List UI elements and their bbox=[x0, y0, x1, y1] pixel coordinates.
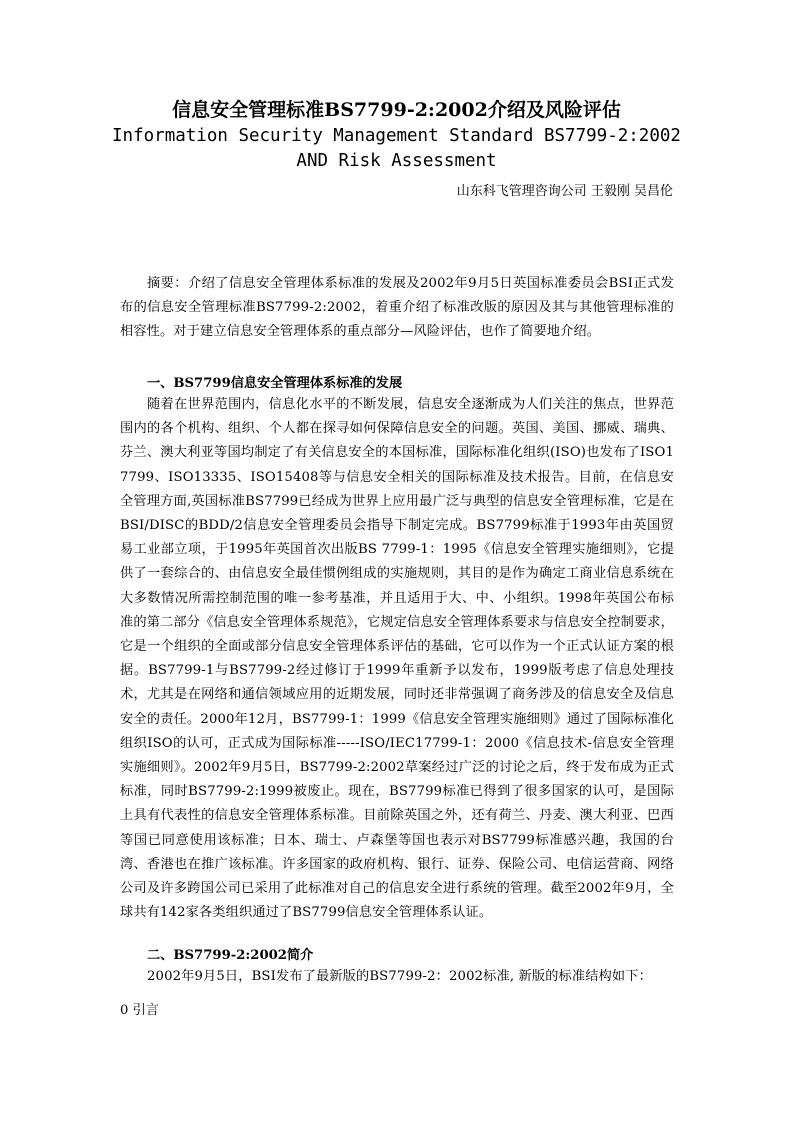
section2-body: 2002年9月5日，BSI发布了最新版的BS7799-2：2002标准, 新版的标准结构如下： bbox=[147, 969, 652, 984]
authors-line: 山东科飞管理咨询公司 王毅刚 吴昌伦 bbox=[456, 184, 673, 199]
section2-heading: 二、BS7799-2:2002简介 bbox=[147, 948, 314, 963]
document-title-english-line1: Information Security Management Standard BS7799-2:2002 bbox=[112, 126, 681, 146]
abstract-paragraph: 摘要：介绍了信息安全管理体系标准的发展及2002年9月5日英国标准委员会BSI正式发布的信息安全管理标准BS7799-2:2002，着重介绍了标准改版的原因及其与其他管理标准的相容性。对于建立信息安全管理体系的重点部分—风险评估，也作了简要地介绍。 bbox=[120, 276, 674, 340]
document-title-english-line2: AND Risk Assessment bbox=[296, 151, 497, 171]
section1-body: 随着在世界范围内，信息化水平的不断发展，信息安全逐渐成为人们关注的焦点，世界范围内的各个机构、组织、个人都在探寻如何保障信息安全的问题。英国、美国、挪威、瑞典、芬兰、澳大利亚等国均制定了有关信息安全的本国标准，国际标准化组织(ISO)也发布了ISO17799、ISO13335、ISO15408等与信息安全相关的国际标准及技术报告。目前，在信息安全管理方面,英国标准BS7799已经成为世界上应用最广泛与典型的信息安全管理标准，它是在BSI/DISC的BDD/2信息安全管理委员会指导下制定完成。BS7799标准于1993年由英国贸易工业部立项，于1995年英国首次出版BS 7799-1：1995《信息安全管理实施细则》，它提供了一套综合的、由信息安全最佳惯例组成的实施规则，其目的是作为确定工商业信息系统在大多数情况所需控制范围的唯一参考基准，并且适用于大、中、小组织。1998年英国公布标准的第二部分《信息安全管理体系规范》，它规定信息安全管理体系要求与信息安全控制要求，它是一个组织的全面或部分信息安全管理体系评估的基础，它可以作为一个正式认证方案的根据。BS7799-1与BS7799-2经过修订于1999年重新予以发布，1999版考虑了信息处理技术，尤其是在网络和通信领域应用的近期发展，同时还非常强调了商务涉及的信息安全及信息安全的责任。2000年12月，BS7799-1：1999《信息安全管理实施细则》通过了国际标准化组织ISO的认可，正式成为国际标准-----ISO/IEC17799-1：2000《信息技术-信息安全管理实施细则》。2002年9月5日，BS7799-2:2002草案经过广泛的讨论之后，终于发布成为正式标准，同时BS7799-2:1999被废止。现在，BS7799标准已得到了很多国家的认可，是国际上具有代表性的信息安全管理体系标准。目前除英国之外，还有荷兰、丹麦、澳大利亚、巴西等国已同意使用该标准；日本、瑞士、卢森堡等国也表示对BS7799标准感兴趣，我国的台湾、香港也在推广该标准。许多国家的政府机构、银行、证券、保险公司、电信运营商、网络公司及许多跨国公司已采用了此标准对自己的信息安全进行系统的管理。截至2002年9月，全球共有142家各类组织通过了BS7799信息安全管理体系认证。 bbox=[120, 397, 674, 921]
document-title-chinese: 信息安全管理标准BS7799-2:2002介绍及风险评估 bbox=[172, 99, 621, 121]
section1-heading: 一、BS7799信息安全管理体系标准的发展 bbox=[147, 376, 403, 391]
section2-item-introduction: 0 引言 bbox=[120, 1003, 159, 1018]
